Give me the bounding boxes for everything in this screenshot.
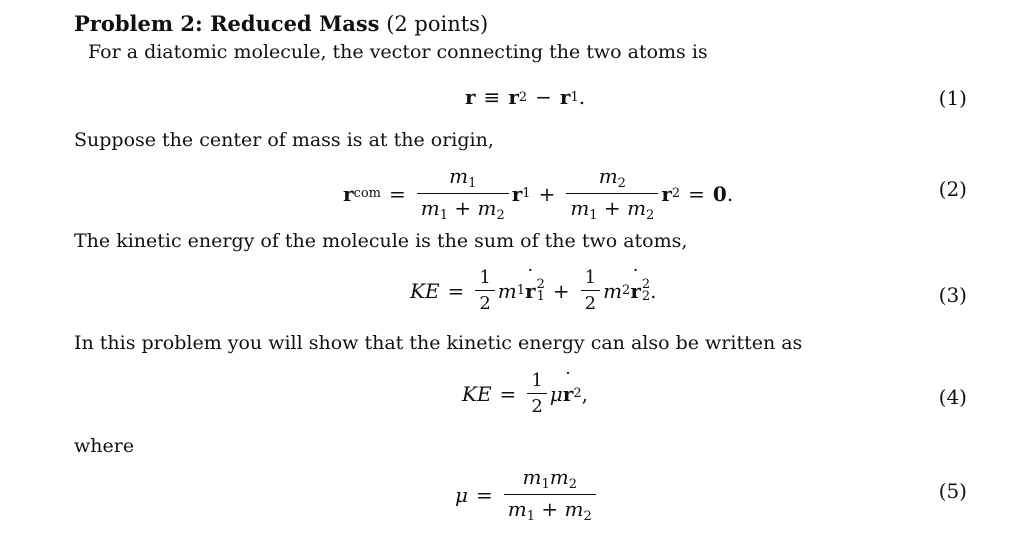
equation-number-5: (5) [938,479,967,503]
equation-5: μ = $\frac{m_1m_2}{m_1 + m_2}$ [455,465,599,524]
problem-points: (2 points) [386,12,489,36]
equation-4: KE = $\frac{1}{2}$ μ ˙ r 2 , [462,370,588,417]
paragraph-where: where [74,435,135,457]
problem-heading [74,12,488,36]
equation-2: r com = $\frac{m_1}{m_1 + m_2}$ r 1 + $\frac{m_2}{m_1 + m_2}$ r 2 = 0 . [343,164,734,223]
equation-1: r ≡ r 2 − r 1 . [465,85,586,109]
equation-number-1: (1) [938,86,967,110]
problem-title: Problem 2: Reduced Mass [74,11,380,36]
paragraph-kinetic-energy: The kinetic energy of the molecule is the sum of the two atoms, [74,230,688,252]
equation-number-4: (4) [938,385,967,409]
equation-number-2: (2) [938,177,967,201]
paragraph-show: In this problem you will show that the kinetic energy can also be written as [74,332,803,354]
intro-text: For a diatomic molecule, the vector connecting the two atoms is [88,41,708,63]
paragraph-center-of-mass: Suppose the center of mass is at the origin, [74,129,494,151]
equation-number-3: (3) [938,283,967,307]
equation-3: KE = $\frac{1}{2}$ m 1 ˙ r 2 1 + $\frac{1}{2}$ m 2 ˙ r 2 2 . [410,267,657,314]
